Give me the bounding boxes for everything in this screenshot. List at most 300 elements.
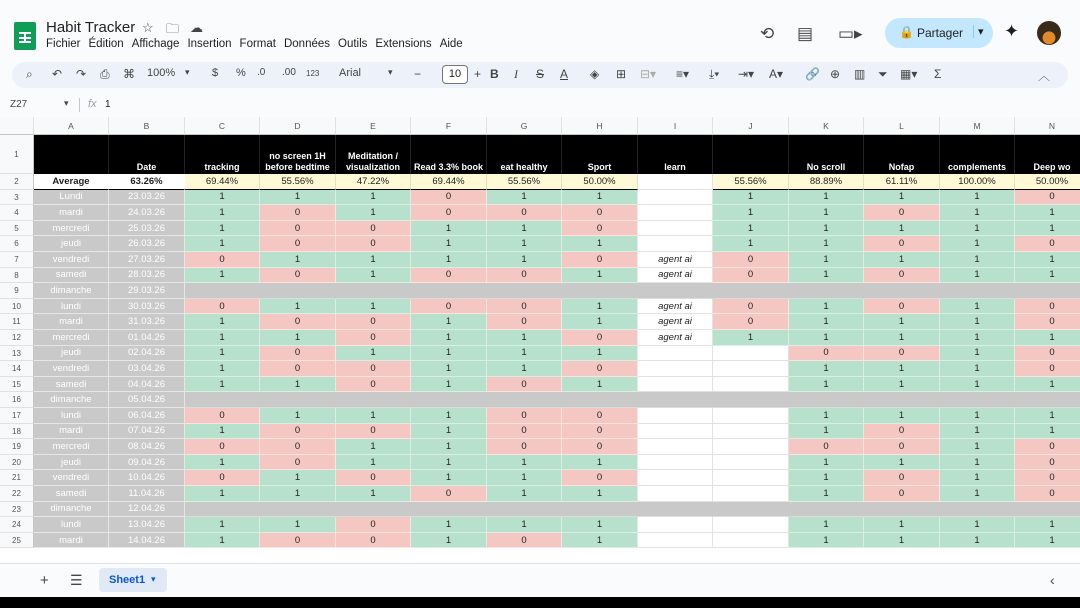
- avatar[interactable]: [1037, 21, 1061, 45]
- habit-cell[interactable]: 1: [940, 533, 1015, 549]
- habit-cell[interactable]: 1: [1015, 533, 1080, 549]
- date-cell[interactable]: 05.04.26: [109, 392, 185, 408]
- collapse-toolbar-icon[interactable]: ︿: [1038, 69, 1051, 83]
- habit-cell[interactable]: 1: [789, 361, 864, 377]
- day-cell[interactable]: jeudi: [34, 455, 109, 471]
- habit-cell[interactable]: 0: [487, 408, 562, 424]
- habit-cell[interactable]: 1: [940, 346, 1015, 362]
- habit-cell[interactable]: 1: [411, 252, 487, 268]
- habit-cell[interactable]: 1: [185, 346, 260, 362]
- habit-cell[interactable]: 0: [713, 299, 789, 315]
- learn-cell[interactable]: [638, 346, 713, 362]
- habit-cell[interactable]: 1: [562, 314, 638, 330]
- day-cell[interactable]: lundi: [34, 299, 109, 315]
- habit-cell[interactable]: 0: [487, 424, 562, 440]
- row-header[interactable]: 21: [0, 470, 34, 486]
- habit-cell[interactable]: 0: [1015, 346, 1080, 362]
- empty-cell[interactable]: [713, 283, 789, 299]
- empty-cell[interactable]: [638, 283, 713, 299]
- habit-cell[interactable]: 0: [1015, 190, 1080, 206]
- empty-cell[interactable]: [260, 392, 336, 408]
- habit-cell[interactable]: 1: [185, 205, 260, 221]
- habit-cell[interactable]: 1: [487, 517, 562, 533]
- empty-cell[interactable]: [940, 283, 1015, 299]
- average-cell[interactable]: 50.00%: [1015, 174, 1080, 190]
- average-cell[interactable]: 50.00%: [562, 174, 638, 190]
- day-cell[interactable]: mercredi: [34, 330, 109, 346]
- habit-cell[interactable]: 1: [1015, 330, 1080, 346]
- habit-cell[interactable]: [713, 533, 789, 549]
- empty-cell[interactable]: [864, 392, 940, 408]
- fill-color-icon[interactable]: ◈: [590, 67, 600, 81]
- learn-cell[interactable]: agent ai: [638, 330, 713, 346]
- habit-cell[interactable]: 1: [336, 252, 411, 268]
- date-cell[interactable]: 24.03.26: [109, 205, 185, 221]
- learn-cell[interactable]: [638, 424, 713, 440]
- habit-cell[interactable]: 0: [487, 299, 562, 315]
- date-cell[interactable]: 06.04.26: [109, 408, 185, 424]
- learn-cell[interactable]: [638, 361, 713, 377]
- formula-input[interactable]: 1: [105, 99, 111, 110]
- habit-cell[interactable]: 0: [185, 408, 260, 424]
- habit-cell[interactable]: 1: [411, 470, 487, 486]
- habit-cell[interactable]: 0: [562, 439, 638, 455]
- date-cell[interactable]: 07.04.26: [109, 424, 185, 440]
- search-icon[interactable]: ⌕: [26, 67, 33, 81]
- column-header[interactable]: I: [638, 117, 713, 135]
- share-button[interactable]: [885, 18, 993, 48]
- learn-cell[interactable]: [638, 486, 713, 502]
- name-box[interactable]: Z27: [10, 99, 28, 110]
- menu-extensions[interactable]: Extensions: [375, 38, 432, 50]
- habit-cell[interactable]: 0: [562, 205, 638, 221]
- habit-cell[interactable]: 1: [940, 424, 1015, 440]
- habit-cell[interactable]: 0: [260, 455, 336, 471]
- habit-cell[interactable]: 1: [260, 299, 336, 315]
- date-cell[interactable]: 26.03.26: [109, 236, 185, 252]
- habit-cell[interactable]: 0: [864, 439, 940, 455]
- empty-cell[interactable]: [1015, 392, 1080, 408]
- star-icon[interactable]: ☆: [142, 20, 154, 35]
- number-format-button[interactable]: 123: [306, 69, 320, 78]
- chevron-down-icon[interactable]: ▾: [151, 574, 156, 584]
- align-vertical-icon[interactable]: ⤓▾: [709, 67, 720, 81]
- zoom-select[interactable]: 100%: [147, 67, 176, 79]
- date-cell[interactable]: 02.04.26: [109, 346, 185, 362]
- habit-cell[interactable]: 1: [260, 330, 336, 346]
- habit-cell[interactable]: 0: [260, 205, 336, 221]
- habit-cell[interactable]: 1: [562, 236, 638, 252]
- menu-affichage[interactable]: Affichage: [131, 38, 180, 50]
- day-cell[interactable]: dimanche: [34, 392, 109, 408]
- habit-cell[interactable]: 1: [336, 408, 411, 424]
- habit-cell[interactable]: 0: [185, 252, 260, 268]
- habit-cell[interactable]: 1: [487, 221, 562, 237]
- habit-cell[interactable]: [713, 455, 789, 471]
- habit-cell[interactable]: 1: [1015, 205, 1080, 221]
- empty-cell[interactable]: [411, 392, 487, 408]
- habit-cell[interactable]: 0: [336, 424, 411, 440]
- habit-cell[interactable]: 1: [336, 455, 411, 471]
- history-icon[interactable]: ⟲: [760, 24, 775, 43]
- habit-cell[interactable]: 0: [185, 439, 260, 455]
- habit-cell[interactable]: 1: [864, 517, 940, 533]
- habit-cell[interactable]: 1: [411, 455, 487, 471]
- day-cell[interactable]: jeudi: [34, 346, 109, 362]
- habit-cell[interactable]: 1: [940, 268, 1015, 284]
- row-header[interactable]: 12: [0, 330, 34, 346]
- habit-cell[interactable]: 0: [336, 377, 411, 393]
- menu-fichier[interactable]: Fichier: [46, 38, 81, 50]
- habit-cell[interactable]: 1: [336, 439, 411, 455]
- habit-cell[interactable]: 0: [864, 299, 940, 315]
- habit-cell[interactable]: 1: [185, 330, 260, 346]
- date-cell[interactable]: 29.03.26: [109, 283, 185, 299]
- habit-cell[interactable]: 0: [260, 314, 336, 330]
- habit-cell[interactable]: 1: [185, 377, 260, 393]
- habit-cell[interactable]: 1: [713, 205, 789, 221]
- date-cell[interactable]: 13.04.26: [109, 517, 185, 533]
- currency-format-button[interactable]: $: [212, 67, 219, 79]
- habit-cell[interactable]: 1: [260, 517, 336, 533]
- row-header[interactable]: 9: [0, 283, 34, 299]
- habit-cell[interactable]: 0: [1015, 439, 1080, 455]
- date-cell[interactable]: 12.04.26: [109, 502, 185, 518]
- text-color-icon[interactable]: A: [560, 67, 569, 81]
- habit-cell[interactable]: 0: [185, 299, 260, 315]
- habit-cell[interactable]: 0: [260, 221, 336, 237]
- habit-cell[interactable]: 1: [789, 236, 864, 252]
- habit-cell[interactable]: 1: [411, 377, 487, 393]
- habit-cell[interactable]: 1: [864, 377, 940, 393]
- average-cell[interactable]: 88.89%: [789, 174, 864, 190]
- empty-cell[interactable]: [487, 502, 562, 518]
- add-sheet-icon[interactable]: +: [40, 572, 49, 589]
- habit-cell[interactable]: [713, 486, 789, 502]
- average-cell[interactable]: 55.56%: [487, 174, 562, 190]
- habit-cell[interactable]: 1: [411, 346, 487, 362]
- habit-cell[interactable]: 1: [864, 361, 940, 377]
- strikethrough-icon[interactable]: S: [536, 67, 545, 81]
- habit-cell[interactable]: 1: [940, 517, 1015, 533]
- habit-cell[interactable]: 1: [336, 486, 411, 502]
- average-cell[interactable]: 69.44%: [185, 174, 260, 190]
- menu-edition[interactable]: Édition: [88, 38, 124, 50]
- habit-cell[interactable]: 1: [185, 236, 260, 252]
- habit-cell[interactable]: 1: [1015, 252, 1080, 268]
- row-header[interactable]: 11: [0, 314, 34, 330]
- empty-cell[interactable]: [940, 392, 1015, 408]
- insert-link-icon[interactable]: 🔗: [805, 67, 820, 81]
- average-cell[interactable]: 63.26%: [109, 174, 185, 190]
- print-icon[interactable]: ⎙: [100, 67, 110, 81]
- row-header[interactable]: 8: [0, 268, 34, 284]
- undo-icon[interactable]: ↶: [52, 67, 63, 81]
- gemini-icon[interactable]: ✦: [1004, 21, 1020, 41]
- date-cell[interactable]: 10.04.26: [109, 470, 185, 486]
- habit-cell[interactable]: 1: [185, 221, 260, 237]
- text-wrap-icon[interactable]: ⇥▾: [738, 67, 755, 81]
- habit-cell[interactable]: 0: [1015, 299, 1080, 315]
- habit-cell[interactable]: 0: [487, 533, 562, 549]
- row-header[interactable]: 1: [0, 135, 34, 174]
- habit-cell[interactable]: 1: [260, 190, 336, 206]
- column-header[interactable]: E: [336, 117, 411, 135]
- learn-cell[interactable]: [638, 221, 713, 237]
- habit-cell[interactable]: 0: [713, 314, 789, 330]
- increase-font-icon[interactable]: +: [474, 67, 482, 81]
- learn-cell[interactable]: [638, 377, 713, 393]
- habit-cell[interactable]: 1: [940, 439, 1015, 455]
- habit-cell[interactable]: [713, 439, 789, 455]
- habit-cell[interactable]: 1: [940, 330, 1015, 346]
- empty-cell[interactable]: [789, 502, 864, 518]
- habit-cell[interactable]: 1: [487, 252, 562, 268]
- day-cell[interactable]: mardi: [34, 205, 109, 221]
- comments-icon[interactable]: ▤: [797, 24, 814, 43]
- row-header[interactable]: 7: [0, 252, 34, 268]
- habit-cell[interactable]: 1: [411, 361, 487, 377]
- habit-cell[interactable]: 1: [411, 221, 487, 237]
- habit-cell[interactable]: 1: [789, 408, 864, 424]
- empty-cell[interactable]: [789, 283, 864, 299]
- habit-cell[interactable]: 0: [336, 533, 411, 549]
- habit-cell[interactable]: 1: [1015, 408, 1080, 424]
- habit-cell[interactable]: 1: [789, 221, 864, 237]
- empty-cell[interactable]: [562, 392, 638, 408]
- date-cell[interactable]: 23.03.26: [109, 190, 185, 206]
- empty-cell[interactable]: [1015, 502, 1080, 518]
- habit-cell[interactable]: 0: [336, 330, 411, 346]
- habit-cell[interactable]: 1: [940, 455, 1015, 471]
- habit-cell[interactable]: 0: [336, 470, 411, 486]
- habit-cell[interactable]: 0: [864, 424, 940, 440]
- habit-cell[interactable]: 0: [1015, 486, 1080, 502]
- habit-cell[interactable]: 1: [713, 221, 789, 237]
- habit-cell[interactable]: 1: [185, 190, 260, 206]
- learn-cell[interactable]: agent ai: [638, 314, 713, 330]
- chevron-down-icon[interactable]: ▾: [185, 67, 190, 77]
- date-cell[interactable]: 11.04.26: [109, 486, 185, 502]
- habit-cell[interactable]: 1: [940, 299, 1015, 315]
- empty-cell[interactable]: [864, 502, 940, 518]
- day-cell[interactable]: samedi: [34, 486, 109, 502]
- habit-cell[interactable]: 0: [411, 299, 487, 315]
- percent-format-button[interactable]: %: [236, 67, 246, 79]
- learn-cell[interactable]: [638, 236, 713, 252]
- learn-cell[interactable]: [638, 190, 713, 206]
- habit-cell[interactable]: [713, 470, 789, 486]
- habit-cell[interactable]: 1: [789, 299, 864, 315]
- habit-cell[interactable]: 0: [411, 268, 487, 284]
- habit-cell[interactable]: 0: [562, 330, 638, 346]
- date-cell[interactable]: 03.04.26: [109, 361, 185, 377]
- habit-cell[interactable]: 1: [336, 346, 411, 362]
- habit-cell[interactable]: 1: [336, 299, 411, 315]
- merge-cells-icon[interactable]: ⊟▾: [640, 67, 657, 81]
- date-cell[interactable]: 28.03.26: [109, 268, 185, 284]
- day-cell[interactable]: samedi: [34, 268, 109, 284]
- empty-cell[interactable]: [1015, 283, 1080, 299]
- empty-cell[interactable]: [713, 502, 789, 518]
- habit-cell[interactable]: 1: [940, 221, 1015, 237]
- habit-cell[interactable]: 1: [487, 486, 562, 502]
- habit-cell[interactable]: 1: [260, 470, 336, 486]
- habit-cell[interactable]: [713, 377, 789, 393]
- habit-cell[interactable]: [713, 517, 789, 533]
- average-cell[interactable]: [638, 174, 713, 190]
- day-cell[interactable]: mardi: [34, 533, 109, 549]
- habit-cell[interactable]: 0: [336, 517, 411, 533]
- habit-cell[interactable]: 1: [864, 408, 940, 424]
- habit-cell[interactable]: 0: [789, 346, 864, 362]
- habit-cell[interactable]: 0: [411, 190, 487, 206]
- habit-cell[interactable]: 1: [789, 205, 864, 221]
- date-cell[interactable]: 08.04.26: [109, 439, 185, 455]
- empty-cell[interactable]: [713, 392, 789, 408]
- habit-cell[interactable]: 1: [411, 517, 487, 533]
- habit-cell[interactable]: 1: [185, 533, 260, 549]
- habit-cell[interactable]: 1: [562, 377, 638, 393]
- empty-cell[interactable]: [789, 392, 864, 408]
- habit-cell[interactable]: 0: [864, 470, 940, 486]
- habit-cell[interactable]: 1: [562, 346, 638, 362]
- row-header[interactable]: 20: [0, 455, 34, 471]
- empty-cell[interactable]: [185, 283, 260, 299]
- habit-cell[interactable]: 1: [487, 455, 562, 471]
- column-header[interactable]: G: [487, 117, 562, 135]
- empty-cell[interactable]: [336, 392, 411, 408]
- habit-cell[interactable]: 1: [789, 314, 864, 330]
- habit-cell[interactable]: 0: [562, 424, 638, 440]
- row-header[interactable]: 22: [0, 486, 34, 502]
- habit-cell[interactable]: 0: [336, 221, 411, 237]
- average-cell[interactable]: 69.44%: [411, 174, 487, 190]
- habit-cell[interactable]: 1: [1015, 517, 1080, 533]
- habit-cell[interactable]: 1: [487, 236, 562, 252]
- row-header[interactable]: 16: [0, 392, 34, 408]
- sheet-tab[interactable]: [99, 568, 167, 592]
- column-header[interactable]: N: [1015, 117, 1080, 135]
- column-header[interactable]: J: [713, 117, 789, 135]
- habit-cell[interactable]: 1: [940, 190, 1015, 206]
- column-header[interactable]: L: [864, 117, 940, 135]
- column-header[interactable]: M: [940, 117, 1015, 135]
- increase-decimal-button[interactable]: .00: [282, 67, 296, 78]
- habit-cell[interactable]: 1: [562, 486, 638, 502]
- habit-cell[interactable]: 0: [562, 252, 638, 268]
- habit-cell[interactable]: 0: [562, 221, 638, 237]
- habit-cell[interactable]: 1: [487, 190, 562, 206]
- habit-cell[interactable]: 1: [185, 486, 260, 502]
- habit-cell[interactable]: 1: [336, 190, 411, 206]
- habit-cell[interactable]: 1: [789, 424, 864, 440]
- habit-cell[interactable]: 1: [562, 299, 638, 315]
- habit-cell[interactable]: 1: [185, 361, 260, 377]
- habit-cell[interactable]: 1: [864, 190, 940, 206]
- habit-cell[interactable]: 1: [185, 314, 260, 330]
- habit-cell[interactable]: 0: [336, 236, 411, 252]
- habit-cell[interactable]: 1: [562, 268, 638, 284]
- habit-cell[interactable]: 1: [411, 424, 487, 440]
- empty-cell[interactable]: [940, 502, 1015, 518]
- chevron-down-icon[interactable]: ▾: [64, 98, 69, 108]
- habit-cell[interactable]: 1: [336, 205, 411, 221]
- habit-cell[interactable]: 0: [864, 205, 940, 221]
- bold-icon[interactable]: B: [490, 67, 499, 81]
- learn-cell[interactable]: [638, 205, 713, 221]
- habit-cell[interactable]: 1: [789, 486, 864, 502]
- habit-cell[interactable]: 1: [185, 268, 260, 284]
- day-cell[interactable]: vendredi: [34, 470, 109, 486]
- date-cell[interactable]: 25.03.26: [109, 221, 185, 237]
- habit-cell[interactable]: [713, 361, 789, 377]
- habit-cell[interactable]: 0: [789, 439, 864, 455]
- empty-cell[interactable]: [864, 283, 940, 299]
- habit-cell[interactable]: 1: [864, 314, 940, 330]
- row-header[interactable]: 24: [0, 517, 34, 533]
- day-cell[interactable]: mercredi: [34, 221, 109, 237]
- habit-cell[interactable]: 1: [940, 252, 1015, 268]
- all-sheets-icon[interactable]: ☰: [70, 572, 83, 588]
- habit-cell[interactable]: 0: [1015, 455, 1080, 471]
- row-header[interactable]: 19: [0, 439, 34, 455]
- habit-cell[interactable]: 1: [864, 330, 940, 346]
- habit-cell[interactable]: 1: [487, 361, 562, 377]
- day-cell[interactable]: lundi: [34, 408, 109, 424]
- habit-cell[interactable]: 0: [487, 377, 562, 393]
- habit-cell[interactable]: 1: [864, 455, 940, 471]
- habit-cell[interactable]: 0: [487, 268, 562, 284]
- functions-icon[interactable]: Σ: [934, 67, 942, 81]
- meet-icon[interactable]: ▭▸: [838, 24, 863, 43]
- row-header[interactable]: 18: [0, 424, 34, 440]
- habit-cell[interactable]: 1: [789, 330, 864, 346]
- habit-cell[interactable]: 1: [562, 190, 638, 206]
- habit-cell[interactable]: 1: [411, 236, 487, 252]
- row-header[interactable]: 17: [0, 408, 34, 424]
- habit-cell[interactable]: 1: [260, 408, 336, 424]
- day-cell[interactable]: dimanche: [34, 283, 109, 299]
- decrease-font-icon[interactable]: −: [414, 67, 422, 81]
- habit-cell[interactable]: 0: [487, 205, 562, 221]
- insert-chart-icon[interactable]: ▥: [854, 67, 866, 81]
- habit-cell[interactable]: 0: [864, 268, 940, 284]
- empty-cell[interactable]: [562, 283, 638, 299]
- row-header[interactable]: 25: [0, 533, 34, 549]
- empty-cell[interactable]: [487, 283, 562, 299]
- folder-move-icon[interactable]: 🗀: [166, 21, 180, 36]
- habit-cell[interactable]: 1: [411, 314, 487, 330]
- date-cell[interactable]: 27.03.26: [109, 252, 185, 268]
- cloud-status-icon[interactable]: ☁: [190, 20, 203, 35]
- average-label[interactable]: Average: [34, 174, 109, 190]
- empty-cell[interactable]: [638, 502, 713, 518]
- habit-cell[interactable]: 0: [1015, 470, 1080, 486]
- row-header[interactable]: 10: [0, 299, 34, 315]
- learn-cell[interactable]: [638, 408, 713, 424]
- habit-cell[interactable]: 0: [336, 314, 411, 330]
- habit-cell[interactable]: 0: [487, 439, 562, 455]
- day-cell[interactable]: samedi: [34, 377, 109, 393]
- empty-cell[interactable]: [260, 283, 336, 299]
- day-cell[interactable]: mardi: [34, 424, 109, 440]
- habit-cell[interactable]: 1: [487, 330, 562, 346]
- habit-cell[interactable]: 0: [260, 424, 336, 440]
- habit-cell[interactable]: 1: [562, 533, 638, 549]
- habit-cell[interactable]: 1: [940, 486, 1015, 502]
- row-header[interactable]: 13: [0, 346, 34, 362]
